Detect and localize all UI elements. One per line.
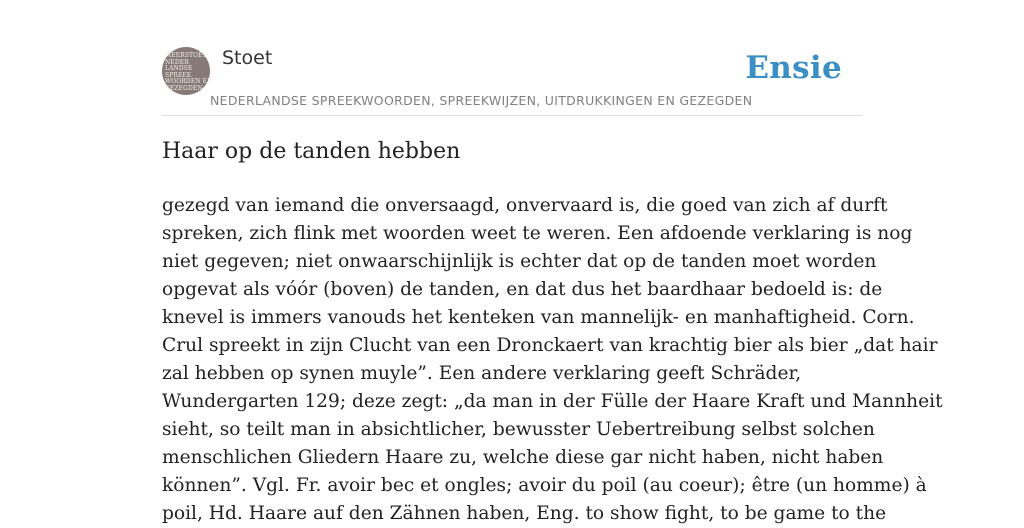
body-line: poil, Hd. Haare auf den Zähnen haben, Eng. to show fight, to be game to the bbox=[162, 503, 887, 524]
body-line: Crul spreekt in zijn Clucht van een Dronckaert van krachtig bier als bier „dat hair bbox=[162, 335, 938, 356]
avatar-line: LANDSE bbox=[165, 65, 193, 73]
body-line: opgevat als vóór (boven) de tanden, en dat dus het baardhaar bedoeld is: de bbox=[162, 279, 883, 300]
body-line: spreken, zich flink met woorden weet te weren. Een afdoende verklaring is nog bbox=[162, 223, 913, 244]
source-title[interactable]: NEDERLANDSE SPREEKWOORDEN, SPREEKWIJZEN, UITDRUKKINGEN EN GEZEGDEN bbox=[210, 93, 753, 108]
avatar[interactable] bbox=[162, 47, 213, 95]
body-line: gezegd van iemand die onversaagd, onvervaard is, die goed van zich af durft bbox=[162, 195, 888, 216]
body-line: sieht, so teilt man in absichtlicher, bewusster Uebertreibung selbst solchen bbox=[162, 419, 875, 440]
author-name[interactable]: Stoet bbox=[222, 47, 273, 69]
brand-logo[interactable]: Ensie bbox=[745, 50, 842, 86]
header bbox=[162, 46, 862, 116]
avatar-line: GEZEGDEN bbox=[165, 84, 203, 92]
avatar-line: SPREEK bbox=[165, 71, 192, 79]
body-line: zal hebben op synen muyle”. Een andere verklaring geeft Schräder, bbox=[162, 363, 802, 384]
body-line: Wundergarten 129; deze zegt: „da man in der Fülle der Haare Kraft und Mannheit bbox=[162, 391, 943, 412]
avatar-book-cover bbox=[165, 52, 213, 93]
body-line: menschlichen Gliedern Haare zu, welche diese gar nicht haben, nicht haben bbox=[162, 447, 884, 468]
avatar-line: NEDER bbox=[165, 58, 189, 66]
entry-body bbox=[162, 192, 943, 528]
entry-title: Haar op de tanden hebben bbox=[162, 139, 461, 164]
body-line: niet gegeven; niet onwaarschijnlijk is echter dat op de tanden moet worden bbox=[162, 251, 877, 272]
avatar-line: MEERSTOET bbox=[165, 52, 207, 59]
avatar-line: WOORDEN EN bbox=[165, 78, 213, 86]
body-line: können”. Vgl. Fr. avoir bec et ongles; avoir du poil (au coeur); être (un homme) à bbox=[162, 475, 927, 496]
body-line: knevel is immers vanouds het kenteken van mannelijk- en manhaftigheid. Corn. bbox=[162, 307, 915, 328]
